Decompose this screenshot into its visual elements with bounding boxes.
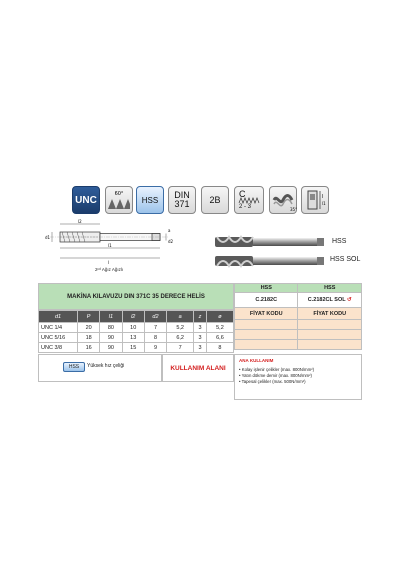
cell: 8 xyxy=(206,343,233,353)
chamfer-letter: C xyxy=(239,188,246,199)
title-banner xyxy=(38,283,234,310)
hss-legend-badge xyxy=(63,362,85,372)
table-row xyxy=(39,333,234,343)
usage-title: KULLANIM ALANI xyxy=(170,364,226,372)
chamfer-range: 2 - 3 xyxy=(239,203,252,210)
table-row xyxy=(39,343,234,353)
tolerance-label: 2B xyxy=(209,195,221,205)
cell: UNC 1/4 xyxy=(39,323,78,333)
col2-code: C.2182CL SOL xyxy=(307,297,346,303)
cell: 3 xyxy=(194,343,207,353)
cell: 20 xyxy=(78,323,100,333)
dimensions-table xyxy=(38,310,234,353)
price-label-1: FİYAT KODU xyxy=(235,308,298,320)
cell: 13 xyxy=(122,333,144,343)
cell: 9 xyxy=(144,343,166,353)
col-header-d1: d1 xyxy=(39,311,78,323)
chamfer-icon xyxy=(234,186,264,214)
din-standard-icon xyxy=(168,186,196,214)
length-sub: l1 xyxy=(322,201,326,206)
hss-photo-label: HSS xyxy=(332,238,347,245)
usage-item: • Yatın dökme demir (max. 800N/mm²) xyxy=(239,373,312,378)
table-header-row xyxy=(39,311,234,323)
thread-angle-label: 60° xyxy=(114,191,124,197)
col-header-a: a xyxy=(167,311,194,323)
col2-code-cell xyxy=(298,293,362,308)
tap-photo-hss xyxy=(213,231,328,251)
legend-text: Yüksek hız çeliği xyxy=(87,363,125,369)
cell: 10 xyxy=(122,323,144,333)
hss-legend-badge-label: HSS xyxy=(68,364,80,370)
dim-d1-label: d1 xyxy=(45,235,51,240)
cell: 7 xyxy=(167,343,194,353)
thread-length-icon xyxy=(301,186,329,214)
usage-details-box xyxy=(234,354,362,400)
col1-material: HSS xyxy=(235,284,298,293)
dim-a-label: a xyxy=(168,228,171,233)
din-line2: 371 xyxy=(174,199,190,209)
cell: 15 xyxy=(122,343,144,353)
usage-item-text: Yatın dökme demir (max. 800N/mm²) xyxy=(241,373,312,378)
price-cell xyxy=(235,330,298,340)
spiral-angle-label: 35° xyxy=(290,207,298,212)
usage-item: • Tapesal çelikler (max. 500N/mm²) xyxy=(239,379,306,384)
usage-title-box xyxy=(162,354,234,382)
spiral-flute-icon xyxy=(269,186,297,214)
col1-code: C.2182C xyxy=(235,293,298,308)
dim-l2-label: l2 xyxy=(78,219,82,224)
col-header-z: z xyxy=(194,311,207,323)
usage-item: • Kolay işlenir çelikler (max. 800N/mm²) xyxy=(239,367,315,372)
col-header-d2: d2 xyxy=(144,311,166,323)
col-header-dia: ø xyxy=(206,311,233,323)
cell: 8 xyxy=(144,333,166,343)
cell: 3 xyxy=(194,323,207,333)
dim-d2-label: d2 xyxy=(168,239,174,244)
cell: UNC 5/16 xyxy=(39,333,78,343)
cell: 80 xyxy=(100,323,122,333)
unc-icon xyxy=(72,186,100,214)
hss-sol-photo-label: HSS SOL xyxy=(330,256,361,263)
din-line1: DIN xyxy=(174,190,190,200)
col-header-l1: l1 xyxy=(100,311,122,323)
table-row xyxy=(39,323,234,333)
table-title: MAKİNA KILAVUZU DIN 371C 35 DERECE HELİS xyxy=(67,293,205,300)
cell: UNC 3/8 xyxy=(39,343,78,353)
dim-l1-label: l1 xyxy=(108,243,112,248)
cell: 5,2 xyxy=(167,323,194,333)
drawing-caption: 2ⁿᵈ Ağız Ağızlı xyxy=(95,267,124,272)
cell: 16 xyxy=(78,343,100,353)
cell: 90 xyxy=(100,333,122,343)
cell: 5,2 xyxy=(206,323,233,333)
product-code-table xyxy=(234,283,362,350)
cell: 6,6 xyxy=(206,333,233,343)
hss-label: HSS xyxy=(141,195,159,205)
col-header-p: P xyxy=(78,311,100,323)
col2-material: HSS xyxy=(298,284,362,293)
dim-l-label: l xyxy=(108,260,110,265)
col-header-l2: l2 xyxy=(122,311,144,323)
price-cell xyxy=(235,320,298,330)
price-cell xyxy=(298,340,362,350)
legend-box xyxy=(38,354,162,382)
cell: 18 xyxy=(78,333,100,343)
technical-drawing xyxy=(40,218,175,270)
price-cell xyxy=(298,320,362,330)
tolerance-icon xyxy=(201,186,229,214)
usage-item-text: Kolay işlenir çelikler (max. 800N/mm²) xyxy=(241,367,315,372)
price-label-2: FİYAT KODU xyxy=(298,308,362,320)
left-hand-arrow-icon: ↺ xyxy=(347,297,352,303)
cell: 6,2 xyxy=(167,333,194,343)
usage-heading: ANA KULLANIM xyxy=(239,358,274,363)
price-cell xyxy=(235,340,298,350)
usage-item-text: Tapesal çelikler (max. 500N/mm²) xyxy=(241,379,306,384)
unc-label: UNC xyxy=(75,194,97,206)
hss-icon xyxy=(136,186,164,214)
cell: 3 xyxy=(194,333,207,343)
length-mark: l xyxy=(322,194,324,200)
price-cell xyxy=(298,330,362,340)
tap-photo-hss-sol xyxy=(213,250,328,270)
cell: 90 xyxy=(100,343,122,353)
thread-profile-icon xyxy=(105,186,133,214)
cell: 7 xyxy=(144,323,166,333)
